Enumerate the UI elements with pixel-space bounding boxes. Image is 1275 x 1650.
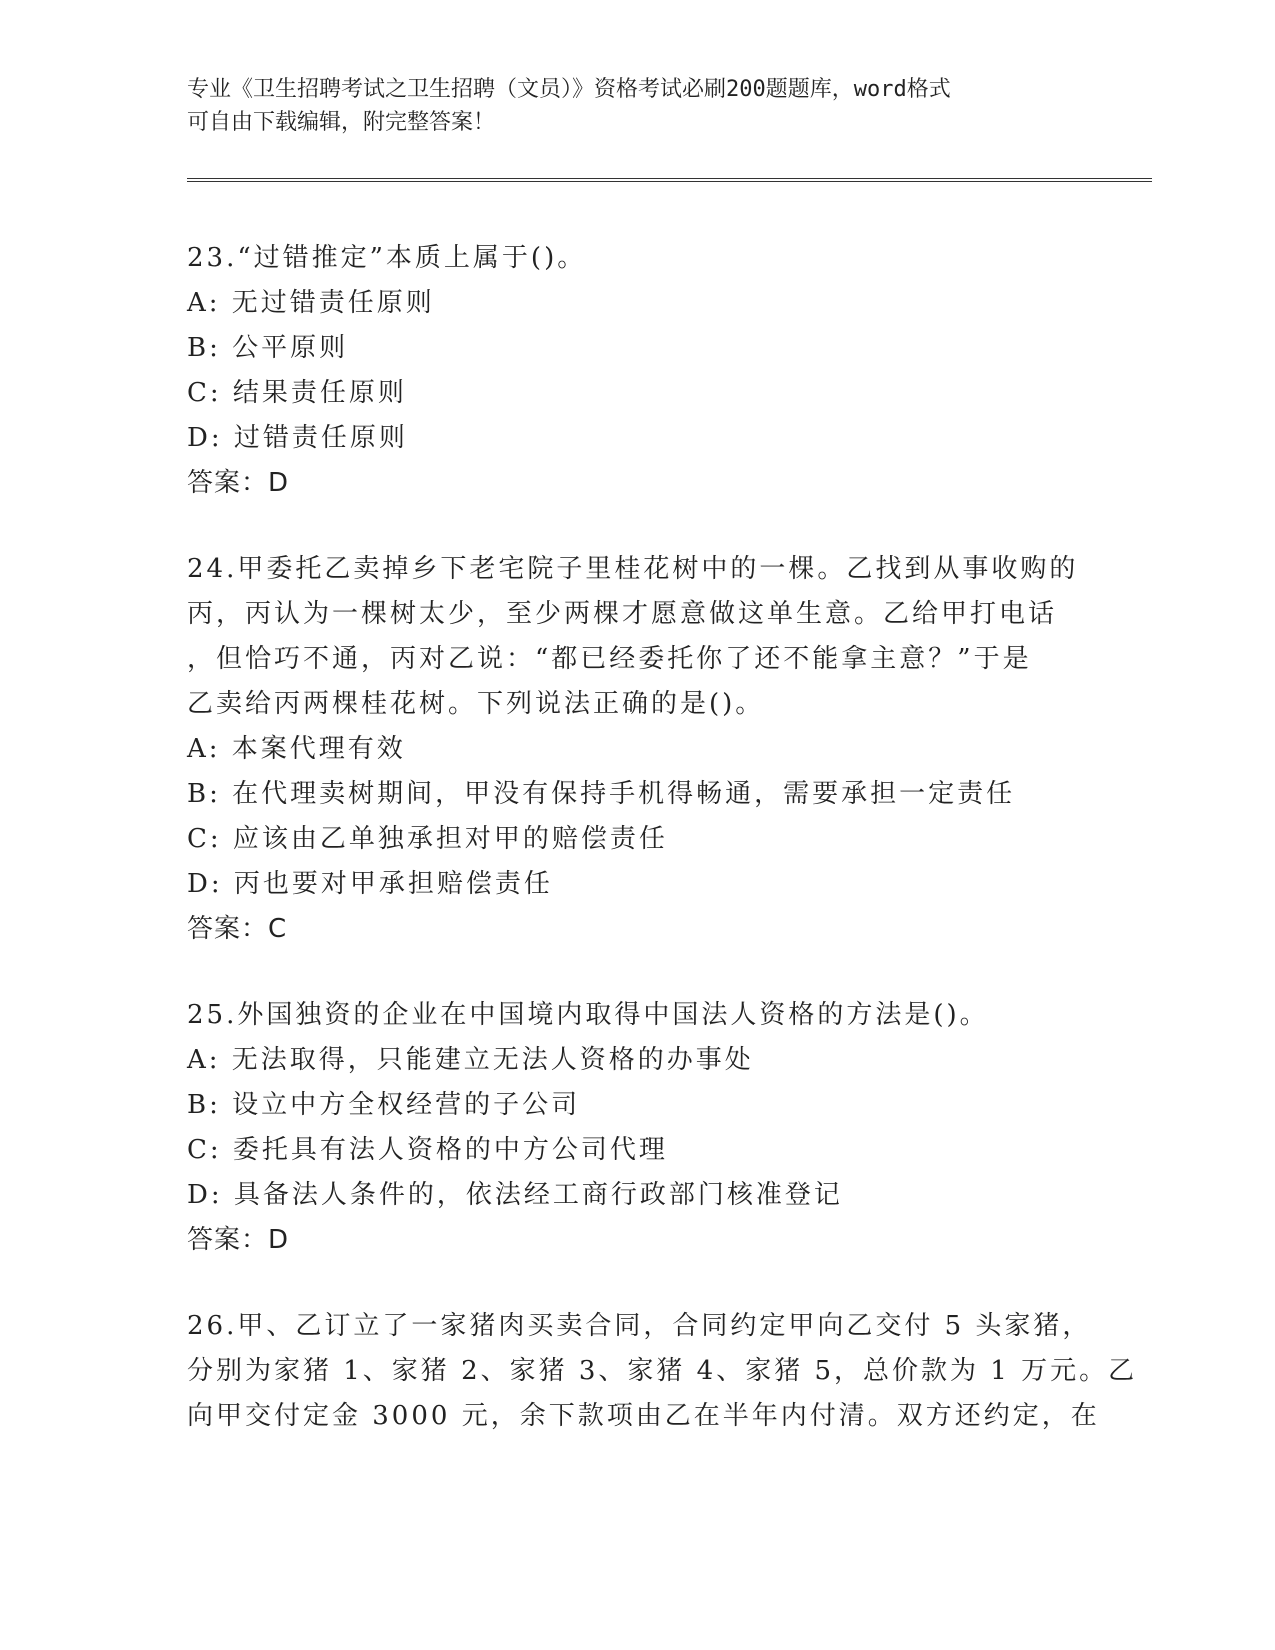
option-d: D: 过错责任原则	[187, 423, 408, 453]
question-stem-line: 丙，丙认为一棵树太少，至少两棵才愿意做这单生意。乙给甲打电话	[187, 599, 1058, 629]
option-a: A: 本案代理有效	[187, 734, 406, 764]
header-double-rule	[187, 178, 1152, 182]
header-line-2: 可自由下载编辑，附完整答案！	[187, 110, 496, 135]
answer: 答案：C	[187, 914, 288, 944]
option-b: B: 在代理卖树期间，甲没有保持手机得畅通，需要承担一定责任	[187, 779, 1016, 809]
question-stem-line: 26.甲、乙订立了一家猪肉买卖合同，合同约定甲向乙交付 5 头家猪，	[187, 1311, 1092, 1341]
option-c: C: 结果责任原则	[187, 378, 407, 408]
option-d: D: 丙也要对甲承担赔偿责任	[187, 869, 553, 899]
option-c: C: 应该由乙单独承担对甲的赔偿责任	[187, 824, 668, 854]
document-header	[187, 73, 1087, 139]
question-23	[187, 236, 1087, 506]
answer: 答案：D	[187, 1225, 290, 1255]
question-stem-line: 23.“过错推定”本质上属于()。	[187, 243, 587, 273]
option-a: A: 无过错责任原则	[187, 288, 435, 318]
question-stem-line: 向甲交付定金 3000 元，余下款项由乙在半年内付清。双方还约定，在	[187, 1401, 1100, 1431]
question-stem-line: 24.甲委托乙卖掉乡下老宅院子里桂花树中的一棵。乙找到从事收购的	[187, 554, 1079, 584]
option-b: B: 设立中方全权经营的子公司	[187, 1090, 581, 1120]
option-a: A: 无法取得，只能建立无法人资格的办事处	[187, 1045, 754, 1075]
question-24	[187, 547, 1087, 952]
header-line-1: 专业《卫生招聘考试之卫生招聘（文员）》资格考试必刷200题题库，word格式	[187, 77, 951, 102]
option-b: B: 公平原则	[187, 333, 349, 363]
answer: 答案：D	[187, 468, 290, 498]
option-c: C: 委托具有法人资格的中方公司代理	[187, 1135, 668, 1165]
question-26	[187, 1304, 1138, 1439]
question-stem-line: 乙卖给丙两棵桂花树。下列说法正确的是()。	[187, 689, 765, 719]
question-25	[187, 993, 1087, 1263]
question-stem-line: ，但恰巧不通，丙对乙说：“都已经委托你了还不能拿主意？”于是	[187, 644, 1032, 674]
question-stem-line: 分别为家猪 1、家猪 2、家猪 3、家猪 4、家猪 5，总价款为 1 万元。乙	[187, 1356, 1138, 1386]
question-list	[187, 236, 1138, 1480]
option-d: D: 具备法人条件的，依法经工商行政部门核准登记	[187, 1180, 843, 1210]
question-stem-line: 25.外国独资的企业在中国境内取得中国法人资格的方法是()。	[187, 1000, 989, 1030]
